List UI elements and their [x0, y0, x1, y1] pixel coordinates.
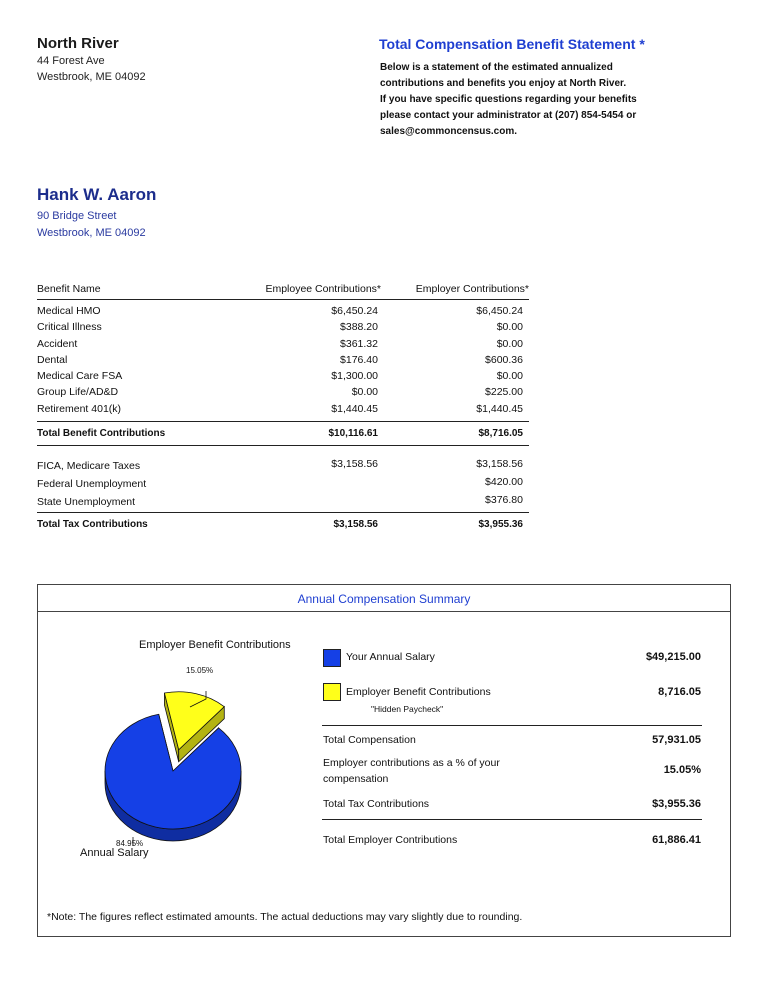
statement-line: Below is a statement of the estimated annualized	[380, 62, 613, 73]
pct-value: 15.05%	[663, 764, 701, 776]
summary-divider	[322, 725, 702, 726]
employer-amount: $1,440.45	[476, 402, 523, 415]
table-row	[37, 370, 529, 386]
employee-amount: $1,440.45	[331, 402, 378, 415]
total-compensation-label: Total Compensation	[323, 734, 416, 746]
statement-line: sales@commoncensus.com.	[380, 126, 518, 137]
employee-address-line2: Westbrook, ME 04092	[37, 227, 146, 239]
tax-row	[37, 494, 529, 512]
tax-employer-amount: $376.80	[485, 494, 523, 507]
statement-line: please contact your administrator at (207) 854-5454 or	[380, 110, 637, 121]
table-header-row	[37, 283, 529, 300]
employer-benefit-value: 8,716.05	[658, 686, 701, 698]
total-benefit-label: Total Benefit Contributions	[37, 428, 166, 440]
tax-row	[37, 476, 529, 494]
employer-amount: $0.00	[496, 370, 523, 383]
total-employer-value: 61,886.41	[652, 834, 701, 846]
footnote: *Note: The figures reflect estimated amounts. The actual deductions may vary slightly due to rounding.	[47, 911, 523, 923]
salary-pct-label: 84.95%	[116, 839, 144, 848]
header-employer-contributions: Employer Contributions*	[415, 283, 529, 295]
tax-employee-amount: $3,158.56	[331, 458, 378, 471]
employer-benefit-label: Employer Benefit Contributions	[346, 686, 491, 698]
chart-title: Employer Benefit Contributions	[139, 639, 291, 651]
employee-amount: $6,450.24	[331, 305, 378, 317]
compensation-summary-panel	[37, 584, 731, 937]
table-row	[37, 338, 529, 354]
benefit-legend-swatch	[323, 683, 341, 701]
salary-value: $49,215.00	[645, 651, 701, 663]
pct-label-line2: compensation	[323, 773, 389, 785]
header-employee-contributions: Employee Contributions*	[265, 283, 381, 295]
benefit-name: Critical Illness	[37, 321, 102, 334]
table-row	[37, 354, 529, 370]
benefits-table	[37, 283, 529, 536]
total-tax-label: Total Tax Contributions	[37, 519, 148, 531]
total-tax-employee: $3,158.56	[333, 519, 378, 531]
total-benefit-employee: $10,116.61	[328, 428, 378, 440]
total-compensation-value: 57,931.05	[652, 734, 701, 746]
benefit-name: Dental	[37, 353, 68, 366]
table-row	[37, 321, 529, 337]
employee-amount: $388.20	[340, 321, 378, 334]
total-benefit-employer: $8,716.05	[478, 428, 523, 440]
company-name: North River	[37, 35, 119, 52]
employer-amount: $600.36	[485, 353, 523, 366]
total-tax-row	[37, 519, 529, 535]
employer-amount: $6,450.24	[476, 305, 523, 317]
statement-line: contributions and benefits you enjoy at North River.	[380, 78, 627, 89]
company-address-line2: Westbrook, ME 04092	[37, 71, 146, 83]
company-address-line1: 44 Forest Ave	[37, 55, 105, 67]
employee-name: Hank W. Aaron	[37, 185, 157, 204]
table-row	[37, 403, 529, 419]
employee-address-line1: 90 Bridge Street	[37, 210, 117, 222]
summary-title: Annual Compensation Summary	[38, 585, 730, 612]
employee-amount: $0.00	[351, 386, 378, 399]
hidden-paycheck-label: "Hidden Paycheck"	[371, 704, 444, 714]
tax-name: Federal Unemployment	[37, 478, 147, 491]
tax-employer-amount: $420.00	[485, 476, 523, 489]
statement-intro	[380, 60, 680, 140]
tax-name: State Unemployment	[37, 496, 136, 509]
pct-label-line1: Employer contributions as a % of your	[323, 757, 500, 769]
tax-employer-amount: $3,158.56	[476, 458, 523, 471]
summary-divider	[322, 819, 702, 820]
employer-amount: $0.00	[496, 337, 523, 350]
employer-amount: $0.00	[496, 321, 523, 334]
benefit-name: Medical HMO	[37, 305, 101, 317]
benefit-name: Accident	[37, 337, 78, 350]
total-tax-employer: $3,955.36	[478, 519, 523, 531]
annual-salary-label: Annual Salary	[80, 847, 149, 859]
employee-amount: $361.32	[340, 337, 378, 350]
benefit-name: Retirement 401(k)	[37, 402, 122, 415]
benefit-name: Group Life/AD&D	[37, 386, 119, 399]
total-tax-contrib-label: Total Tax Contributions	[323, 798, 430, 810]
tax-row	[37, 458, 529, 476]
benefit-pct-label: 15.05%	[186, 666, 214, 675]
statement-line: If you have specific questions regarding your benefits	[380, 94, 637, 105]
total-tax-contrib-value: $3,955.36	[652, 798, 701, 810]
salary-label: Your Annual Salary	[346, 651, 435, 663]
table-row	[37, 305, 529, 321]
employee-amount: $176.40	[340, 353, 378, 366]
header-benefit-name: Benefit Name	[37, 283, 101, 295]
salary-legend-swatch	[323, 649, 341, 667]
employee-amount: $1,300.00	[331, 370, 378, 383]
total-benefit-row	[37, 428, 529, 444]
table-row	[37, 386, 529, 402]
tax-name: FICA, Medicare Taxes	[37, 460, 141, 473]
employer-amount: $225.00	[485, 386, 523, 399]
benefit-name: Medical Care FSA	[37, 370, 123, 383]
total-employer-label: Total Employer Contributions	[323, 834, 458, 846]
statement-title: Total Compensation Benefit Statement *	[379, 36, 645, 52]
